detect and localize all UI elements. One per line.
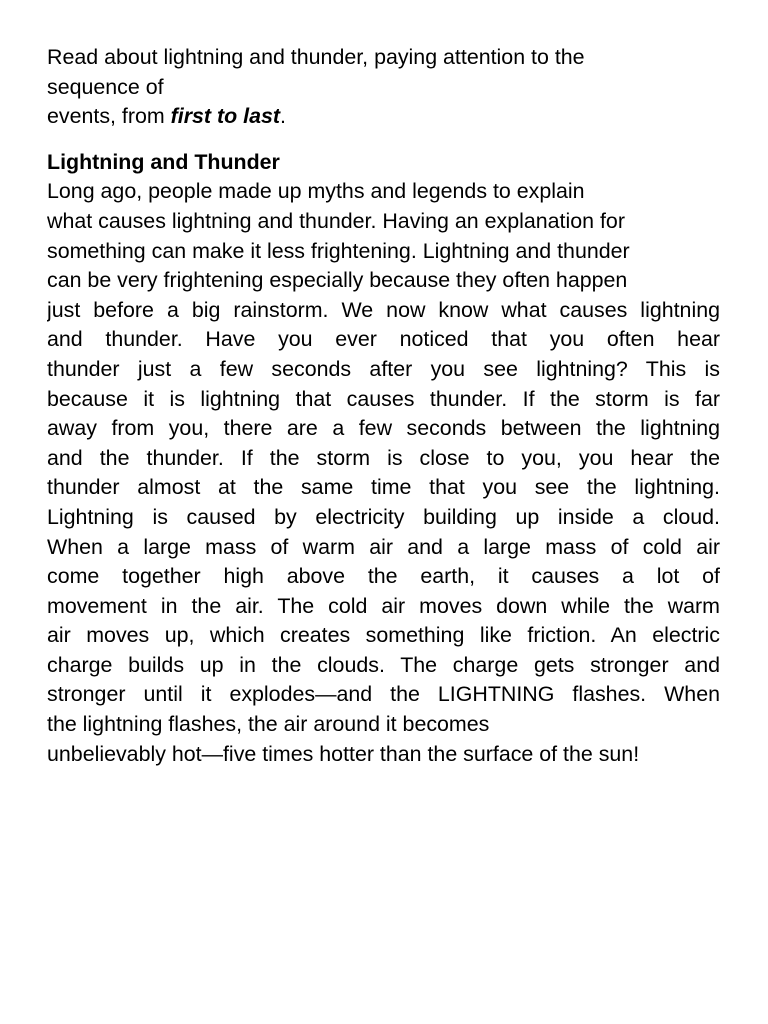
- article-line: because it is lightning that causes thunder. If the storm is far: [47, 386, 720, 411]
- article-title: Lightning and Thunder: [47, 149, 280, 174]
- document-page: [47, 43, 720, 769]
- instructions-text: events, from: [47, 104, 171, 129]
- article-line: charge builds up in the clouds. The charge gets stronger and: [47, 652, 720, 677]
- article-line: just before a big rainstorm. We now know what causes lightning: [47, 297, 720, 322]
- emphasis-text: first to last: [170, 104, 280, 129]
- article-line: Lightning is caused by electricity building up inside a cloud.: [47, 504, 720, 529]
- article-line: come together high above the earth, it causes a lot of: [47, 564, 720, 589]
- instructions-text: .: [280, 104, 286, 129]
- instructions-line: sequence of: [47, 74, 164, 99]
- instructions: [47, 43, 720, 132]
- instructions-line: Read about lightning and thunder, paying attention to the: [47, 45, 585, 69]
- article-line: and thunder. Have you ever noticed that you often hear: [47, 327, 720, 352]
- instructions-line: [47, 102, 720, 132]
- article-line: stronger until it explodes—and the LIGHTNING flashes. When: [47, 682, 720, 707]
- article-line: air moves up, which creates something like friction. An electric: [47, 623, 720, 648]
- article-line: thunder just a few seconds after you see lightning? This is: [47, 356, 720, 381]
- article-line: and the thunder. If the storm is close to you, you hear the: [47, 445, 720, 470]
- article-line: the lightning flashes, the air around it becomes: [47, 712, 490, 737]
- article-line: away from you, there are a few seconds between the lightning: [47, 416, 720, 441]
- article-line: unbelievably hot—five times hotter than the surface of the sun!: [47, 741, 640, 766]
- article-line: Long ago, people made up myths and legends to explain: [47, 179, 585, 204]
- article-line: what causes lightning and thunder. Having an explanation for: [47, 208, 625, 233]
- article-line: When a large mass of warm air and a large mass of cold air: [47, 534, 720, 559]
- article-line: can be very frightening especially because they often happen: [47, 268, 628, 293]
- article-line: something can make it less frightening. Lightning and thunder: [47, 238, 630, 263]
- article-line: movement in the air. The cold air moves down while the warm: [47, 593, 720, 618]
- article-line: thunder almost at the same time that you see the lightning.: [47, 475, 720, 500]
- article: [47, 148, 720, 769]
